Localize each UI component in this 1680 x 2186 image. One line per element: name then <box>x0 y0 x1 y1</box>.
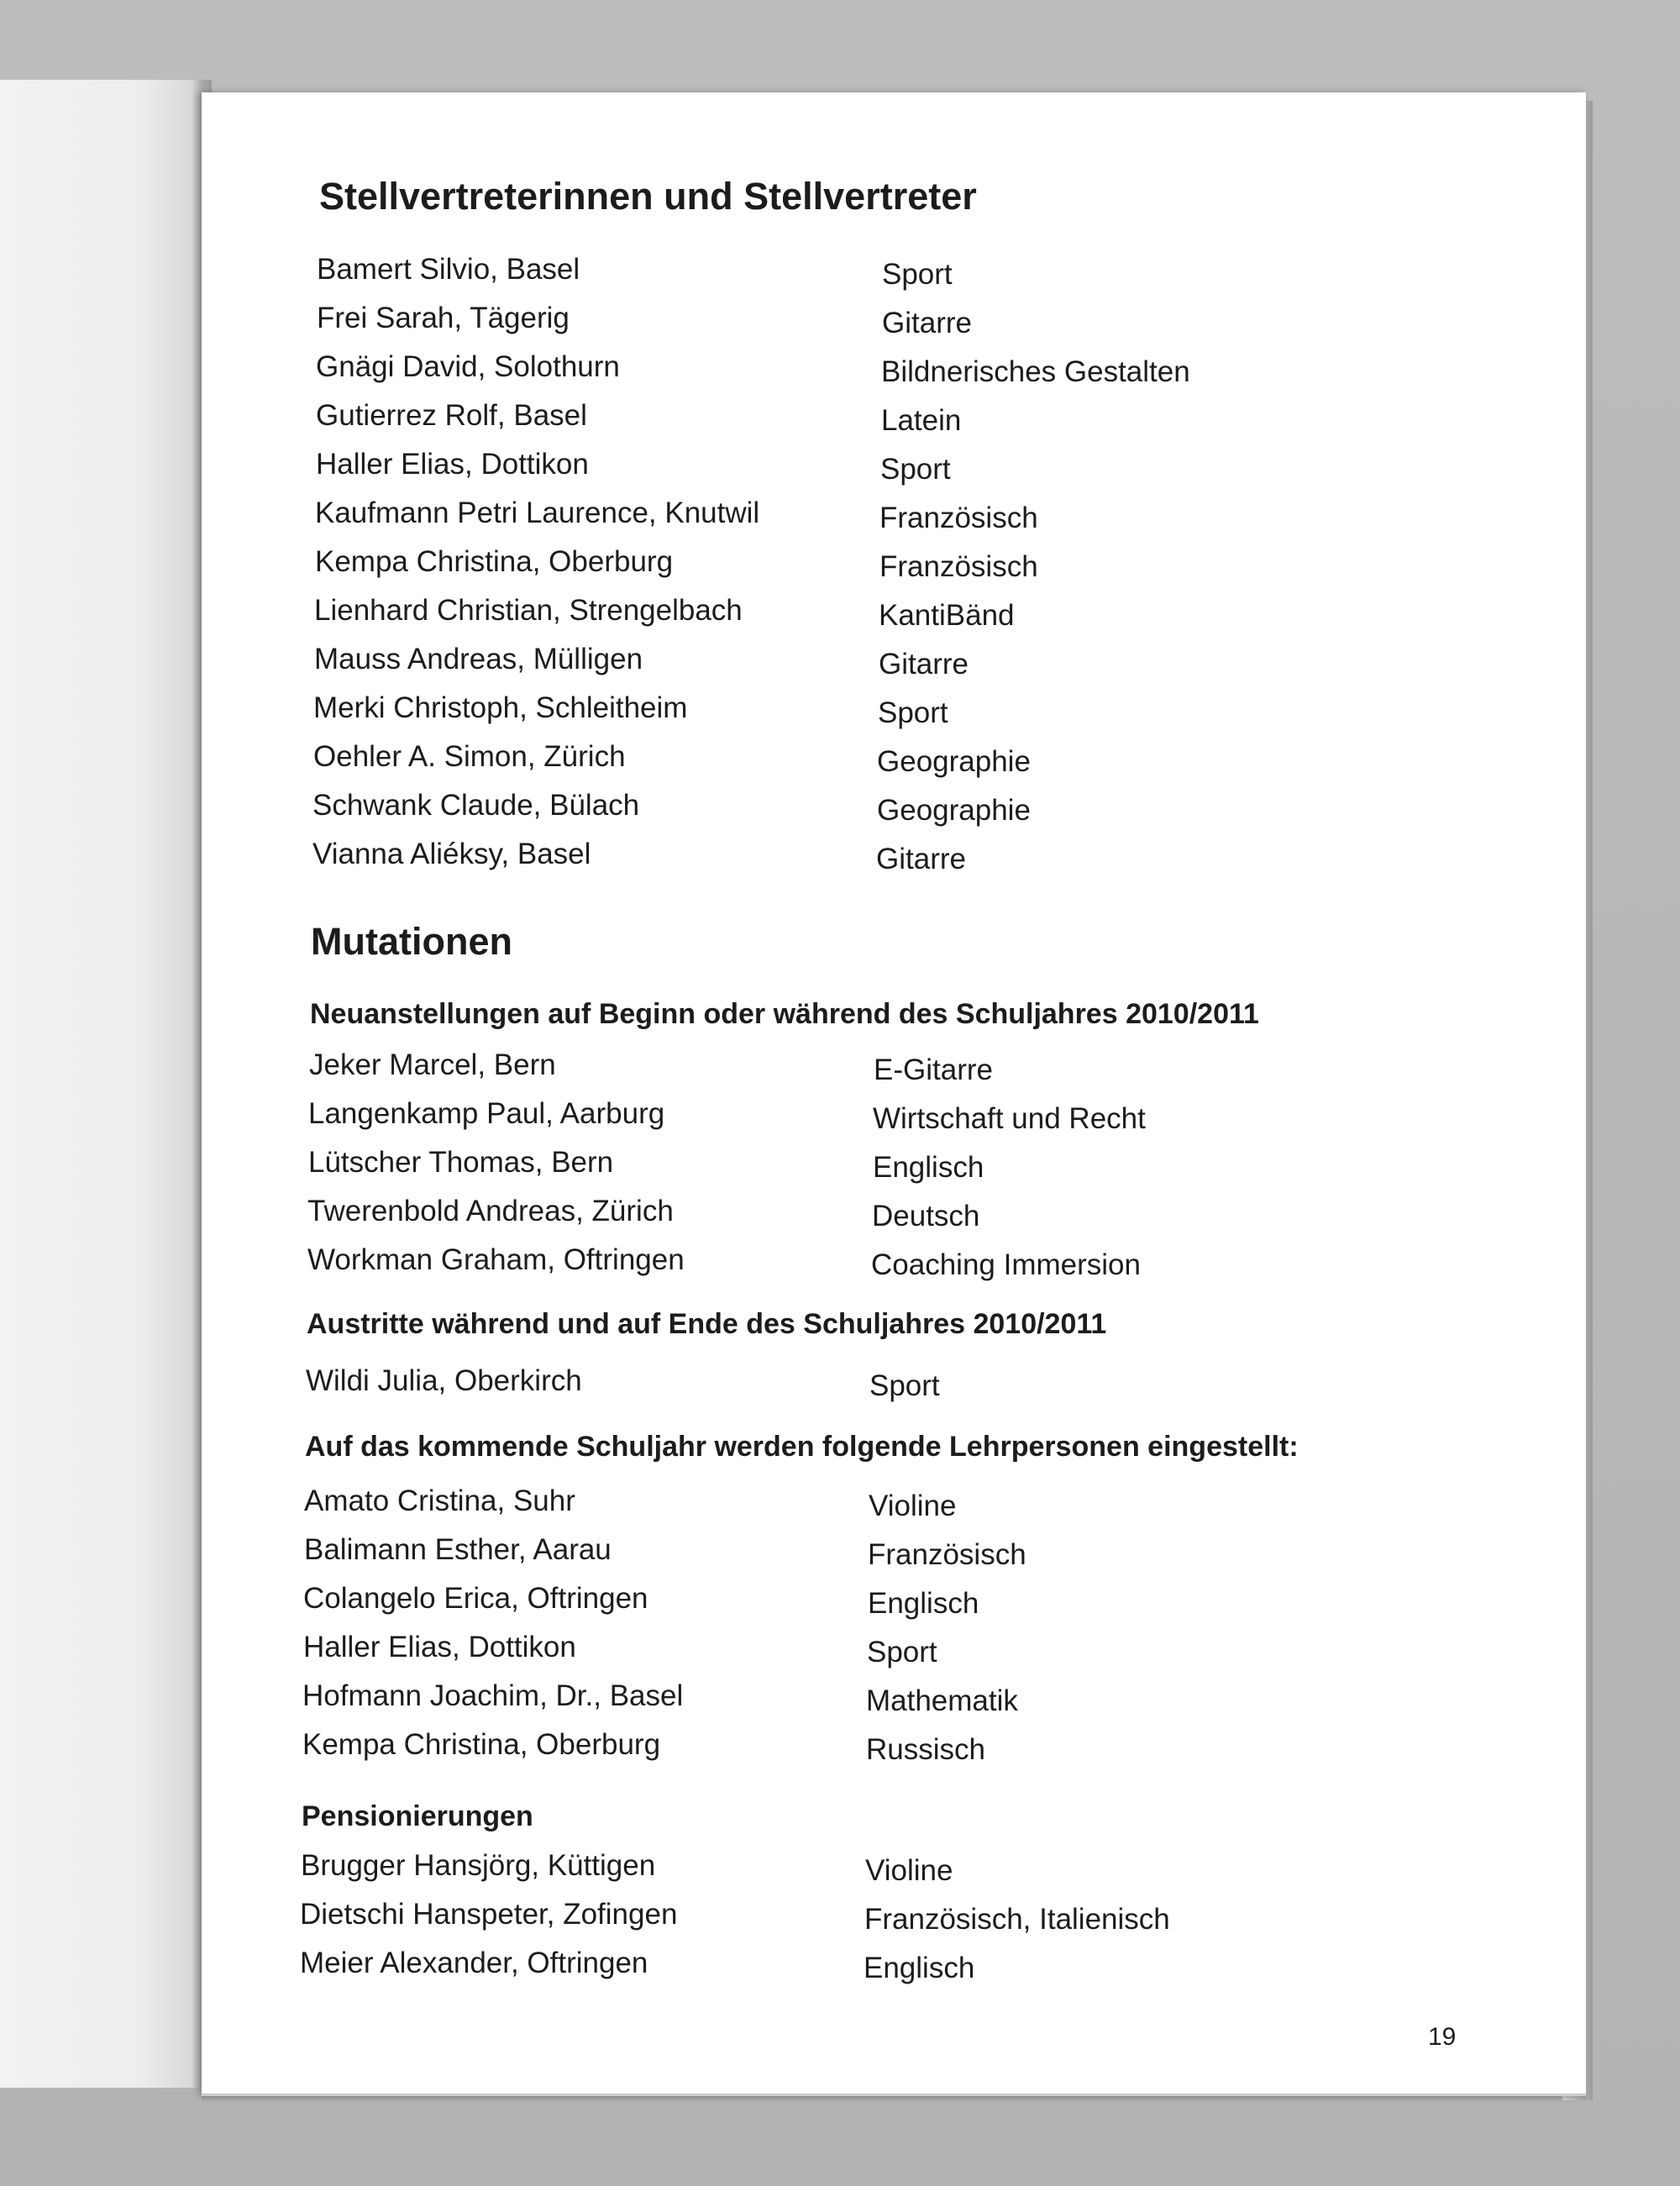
substitute-subject: Französisch <box>879 502 1038 534</box>
substitute-subject: Sport <box>880 453 951 486</box>
incoming-teacher-subject: Englisch <box>868 1587 979 1620</box>
retiree-name: Brugger Hansjörg, Küttigen <box>301 1849 656 1882</box>
new-hire-name: Lütscher Thomas, Bern <box>308 1146 614 1179</box>
incoming-teacher-subject: Russisch <box>866 1733 985 1766</box>
substitute-subject: Sport <box>882 258 953 291</box>
substitute-subject: KantiBänd <box>879 599 1015 632</box>
heading-stellvertreter: Stellvertreterinnen und Stellvertreter <box>319 175 977 218</box>
substitute-name: Oehler A. Simon, Zürich <box>313 740 626 773</box>
substitute-name: Kempa Christina, Oberburg <box>315 545 674 578</box>
new-hire-name: Twerenbold Andreas, Zürich <box>307 1195 674 1227</box>
incoming-teacher-name: Haller Elias, Dottikon <box>303 1631 576 1663</box>
substitute-name: Gutierrez Rolf, Basel <box>316 399 587 432</box>
substitute-subject: Französisch <box>879 550 1038 583</box>
substitute-subject: Sport <box>878 696 948 729</box>
new-hire-name: Workman Graham, Oftringen <box>307 1243 685 1276</box>
substitute-name: Gnägi David, Solothurn <box>316 350 620 383</box>
substitute-name: Bamert Silvio, Basel <box>317 253 580 286</box>
substitute-name: Mauss Andreas, Mülligen <box>314 643 643 675</box>
incoming-teacher-name: Amato Cristina, Suhr <box>304 1484 575 1517</box>
new-hire-subject: Englisch <box>873 1151 984 1184</box>
facing-page <box>0 80 202 2088</box>
incoming-teacher-subject: Mathematik <box>866 1684 1018 1717</box>
incoming-teacher-name: Balimann Esther, Aarau <box>304 1533 612 1566</box>
subheading-pensionierungen: Pensionierungen <box>302 1800 533 1832</box>
incoming-teacher-subject: Violine <box>869 1490 957 1522</box>
substitute-subject: Geographie <box>877 794 1031 827</box>
substitute-name: Kaufmann Petri Laurence, Knutwil <box>315 497 760 529</box>
substitute-name: Haller Elias, Dottikon <box>316 448 589 481</box>
new-hire-subject: E-Gitarre <box>874 1054 993 1086</box>
substitute-subject: Gitarre <box>876 843 966 875</box>
incoming-teacher-name: Kempa Christina, Oberburg <box>302 1728 661 1761</box>
retiree-subject: Französisch, Italienisch <box>864 1903 1170 1936</box>
substitute-subject: Gitarre <box>882 307 972 339</box>
heading-mutationen: Mutationen <box>311 920 512 963</box>
substitute-subject: Geographie <box>877 745 1031 778</box>
document-page <box>202 92 1586 2096</box>
retiree-subject: Englisch <box>864 1952 975 1984</box>
subheading-austritte: Austritte während und auf Ende des Schuljahres 2010/2011 <box>307 1308 1107 1340</box>
substitute-name: Merki Christoph, Schleitheim <box>313 691 688 724</box>
new-hire-name: Jeker Marcel, Bern <box>309 1048 556 1081</box>
incoming-teacher-subject: Sport <box>867 1636 937 1668</box>
substitute-subject: Bildnerisches Gestalten <box>881 355 1190 388</box>
substitute-name: Frei Sarah, Tägerig <box>317 302 570 334</box>
subheading-neuanstellungen: Neuanstellungen auf Beginn oder während des Schuljahres 2010/2011 <box>310 998 1259 1030</box>
retiree-subject: Violine <box>865 1854 953 1887</box>
incoming-teacher-subject: Französisch <box>868 1538 1026 1571</box>
new-hire-name: Langenkamp Paul, Aarburg <box>308 1097 665 1130</box>
new-hire-subject: Wirtschaft und Recht <box>873 1102 1146 1135</box>
substitute-subject: Latein <box>881 404 962 437</box>
substitute-subject: Gitarre <box>879 648 969 680</box>
page-bottom-shadow <box>202 2094 1586 2102</box>
new-hire-subject: Deutsch <box>872 1200 980 1232</box>
substitute-name: Lienhard Christian, Strengelbach <box>314 594 743 627</box>
new-hire-subject: Coaching Immersion <box>871 1248 1141 1281</box>
page-number: 19 <box>1428 2023 1457 2051</box>
retiree-name: Dietschi Hanspeter, Zofingen <box>300 1898 678 1931</box>
incoming-teacher-name: Hofmann Joachim, Dr., Basel <box>302 1679 684 1712</box>
substitute-name: Schwank Claude, Bülach <box>312 789 640 822</box>
subheading-kommende: Auf das kommende Schuljahr werden folgende Lehrpersonen eingestellt: <box>305 1431 1299 1463</box>
incoming-teacher-name: Colangelo Erica, Oftringen <box>303 1582 648 1615</box>
departure-name: Wildi Julia, Oberkirch <box>306 1364 582 1397</box>
retiree-name: Meier Alexander, Oftringen <box>300 1947 648 1979</box>
substitute-name: Vianna Aliéksy, Basel <box>312 838 591 870</box>
departure-subject: Sport <box>869 1369 940 1402</box>
